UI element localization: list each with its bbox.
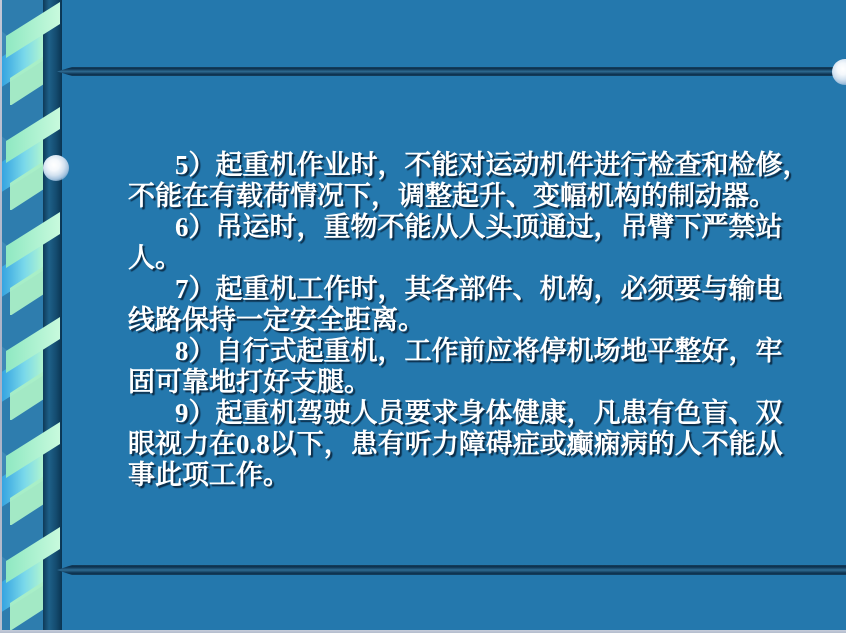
sphere-accent-left — [43, 155, 69, 181]
top-divider-rule — [57, 67, 846, 76]
text-line: 9）起重机驾驶人员要求身体健康，凡患有色盲、双 — [175, 398, 783, 428]
text-line: 人。 — [128, 243, 182, 273]
text-line: 线路保持一定安全距离。 — [128, 305, 425, 335]
text-line: 7）起重机工作时，其各部件、机构，必须要与输电 — [175, 274, 783, 304]
text-line: 事此项工作。 — [128, 460, 290, 490]
slide-body-text — [128, 150, 828, 491]
text-line: 8）自行式起重机，工作前应将停机场地平整好，牢 — [175, 336, 783, 366]
ribbon-border-decoration — [0, 0, 62, 633]
text-line: 5）起重机作业时，不能对运动机件进行检查和检修， — [175, 150, 810, 180]
bottom-divider-rule — [57, 565, 846, 575]
text-line: 6）吊运时，重物不能从人头顶通过，吊臂下严禁站 — [175, 212, 783, 242]
sphere-accent-top-right — [832, 59, 846, 85]
text-line: 不能在有载荷情况下，调整起升、变幅机构的制动器。 — [128, 181, 776, 211]
text-line: 固可靠地打好支腿。 — [128, 367, 371, 397]
text-line: 眼视力在0.8以下，患有听力障碍症或癫痫病的人不能从 — [128, 429, 783, 459]
left-edge-highlight — [0, 0, 2, 633]
